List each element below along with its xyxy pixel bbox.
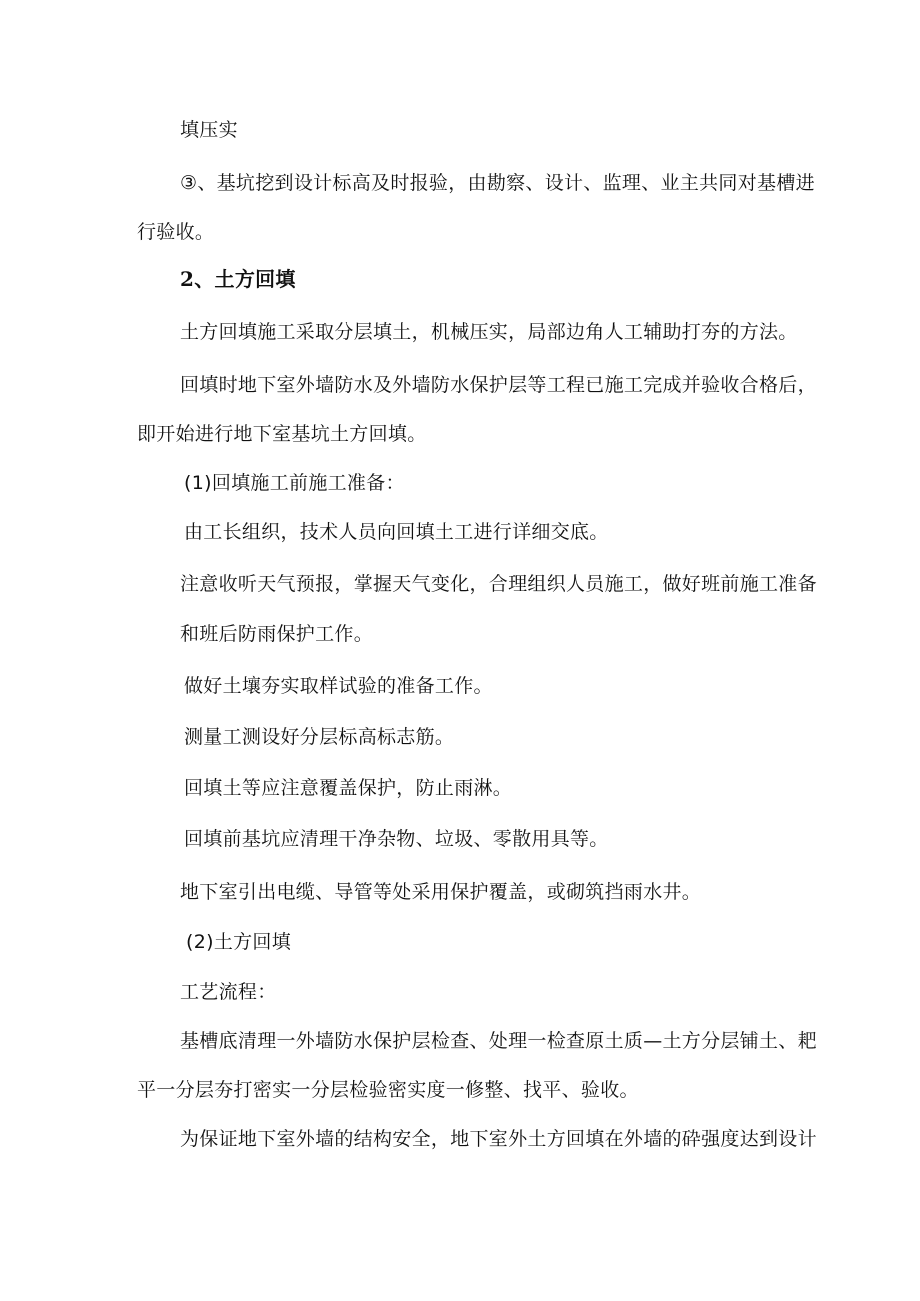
paragraph-line: 为保证地下室外墙的结构安全，地下室外土方回填在外墙的砕强度达到设计 [180, 1128, 817, 1150]
paragraph-line: 基槽底清理一外墙防水保护层检查、处理一检查原土质—土方分层铺土、耙 [180, 1030, 817, 1052]
paragraph-line: 行验收。 [137, 221, 215, 243]
paragraph-line: 和班后防雨保护工作。 [180, 623, 374, 645]
paragraph-line: 工艺流程： [180, 981, 277, 1003]
subsection-heading: (2)土方回填 [186, 931, 292, 953]
paragraph-line: ③、基坑挖到设计标高及时报验，由勘察、设计、监理、业主共同对基槽进 [180, 172, 815, 194]
paragraph-line: 即开始进行地下室基坑土方回填。 [137, 423, 427, 445]
paragraph-line: 测量工测设好分层标高标志筋。 [184, 726, 455, 748]
paragraph-line: 注意收听天气预报，掌握天气变化，合理组织人员施工，做好班前施工准备 [180, 573, 817, 595]
paragraph-line: 填压实 [180, 119, 238, 141]
paragraph-line: 回填前基坑应清理干净杂物、垃圾、零散用具等。 [184, 828, 609, 850]
paragraph-line: 回填土等应注意覆盖保护，防止雨淋。 [184, 777, 513, 799]
paragraph-line: 地下室引出电缆、导管等处采用保护覆盖，或砌筑挡雨水井。 [180, 881, 702, 903]
paragraph-line: 由工长组织，技术人员向回填土工进行详细交底。 [184, 521, 609, 543]
subsection-heading: (1)回填施工前施工准备： [184, 472, 405, 494]
paragraph-line: 做好土壤夯实取样试验的准备工作。 [184, 675, 493, 697]
section-heading: 2、土方回填 [180, 267, 296, 291]
paragraph-line: 土方回填施工采取分层填土，机械压实，局部边角人工辅助打夯的方法。 [180, 321, 798, 343]
paragraph-line: 平一分层夯打密实一分层检验密实度一修整、找平、验收。 [137, 1079, 639, 1101]
paragraph-line: 回填时地下室外墙防水及外墙防水保护层等工程已施工完成并验收合格后， [180, 374, 817, 396]
